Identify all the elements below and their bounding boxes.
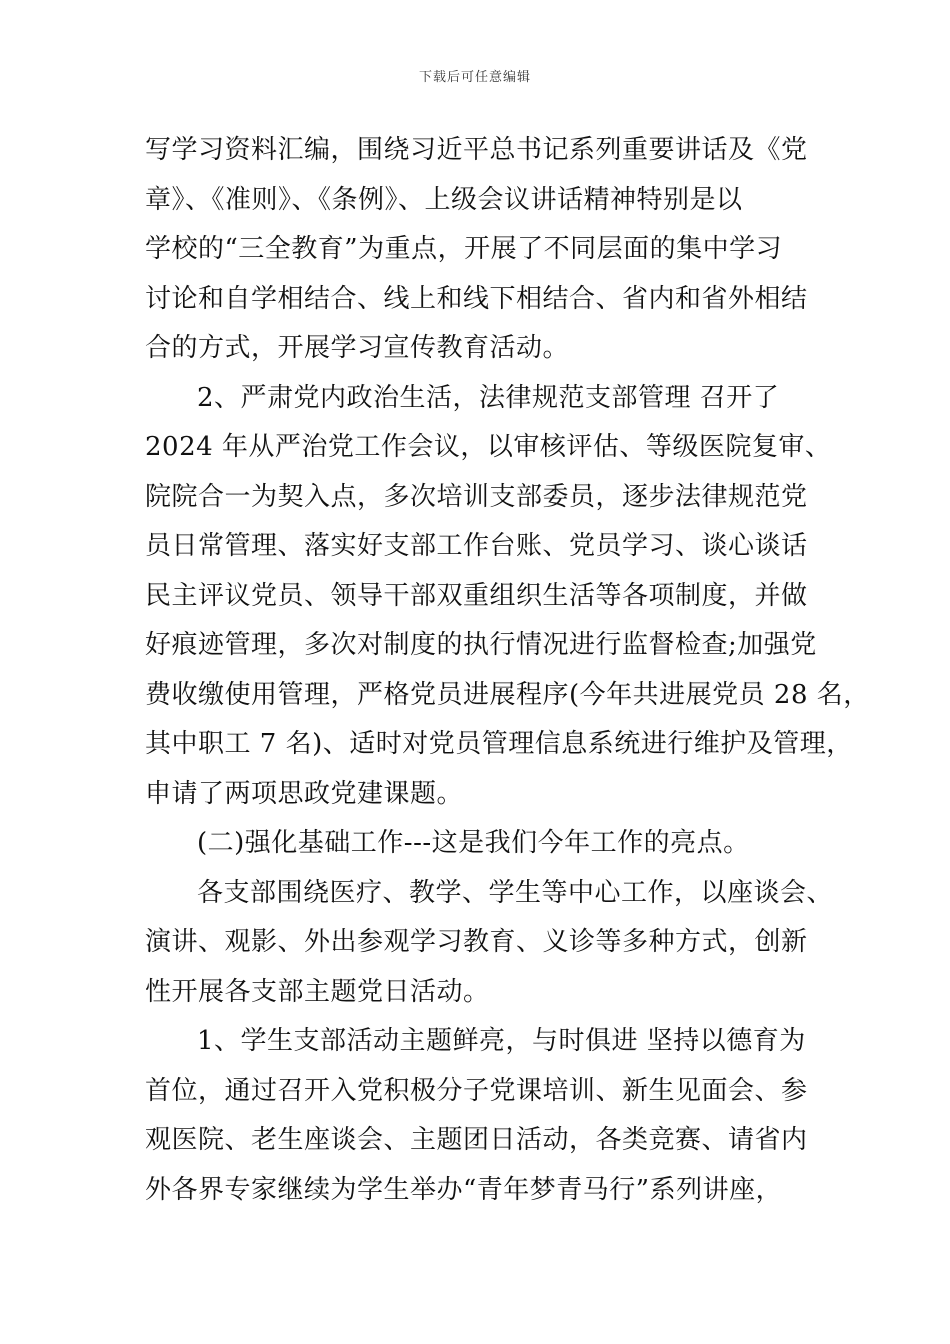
text-line: 2024 年从严治党工作会议，以审核评估、等级医院复审、 xyxy=(145,432,832,462)
text-line: 员日常管理、落实好支部工作台账、党员学习、谈心谈话 xyxy=(145,531,808,561)
text-line: 观医院、老生座谈会、主题团日活动，各类竞赛、请省内 xyxy=(145,1125,808,1155)
text-line: 学校的“三全教育”为重点，开展了不同层面的集中学习 xyxy=(145,234,783,264)
document-body xyxy=(145,126,870,1215)
text-line: 合的方式，开展学习宣传教育活动。 xyxy=(145,333,570,363)
paragraph-start-line: 1、学生支部活动主题鲜亮，与时俱进 坚持以德育为 xyxy=(197,1026,806,1056)
paragraph-start-line: 2、严肃党内政治生活，法律规范支部管理 召开了 xyxy=(197,382,780,413)
paragraph-start-line: 各支部围绕医疗、教学、学生等中心工作，以座谈会、 xyxy=(197,877,834,908)
text-line: 申请了两项思政党建课题。 xyxy=(145,778,464,809)
text-line: 演讲、观影、外出参观学习教育、义诊等多种方式，创新 xyxy=(145,927,808,957)
text-line: 外各界专家继续为学生举办“青年梦青马行”系列讲座， xyxy=(145,1174,783,1205)
text-line: 好痕迹管理，多次对制度的执行情况进行监督检查;加强党 xyxy=(145,630,817,660)
text-line: 章》、《准则》、《条例》、上级会议讲话精神特别是以 xyxy=(145,184,743,215)
text-line: 性开展各支部主题党日活动。 xyxy=(145,976,490,1007)
text-line: 讨论和自学相结合、线上和线下相结合、省内和省外相结 xyxy=(145,283,808,314)
text-line: 院院合一为契入点，多次培训支部委员，逐步法律规范党 xyxy=(145,481,808,512)
text-line: 写学习资料汇编，围绕习近平总书记系列重要讲话及《党 xyxy=(145,135,808,165)
text-line: 费收缴使用管理，严格党员进展程序(今年共进展党员 28 名， xyxy=(145,679,870,710)
text-line: 民主评议党员、领导干部双重组织生活等各项制度，并做 xyxy=(145,580,808,611)
section-heading-line: (二)强化基础工作---这是我们今年工作的亮点。 xyxy=(197,828,750,858)
page-header: 下载后可任意编辑 xyxy=(418,70,531,85)
text-line: 其中职工 7 名)、适时对党员管理信息系统进行维护及管理， xyxy=(145,729,853,759)
text-line: 首位，通过召开入党积极分子党课培训、新生见面会、参 xyxy=(145,1075,808,1106)
